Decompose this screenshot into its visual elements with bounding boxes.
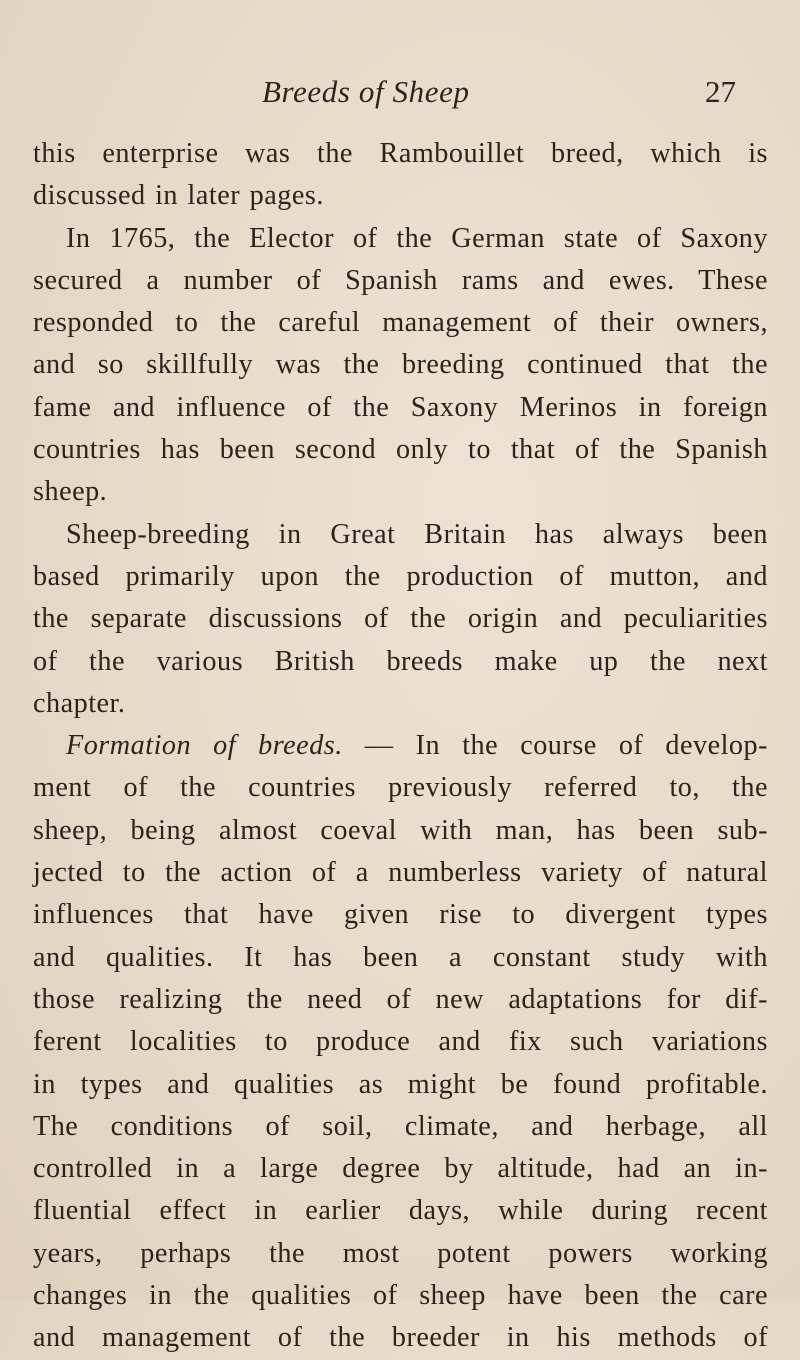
- text-line: influences that have given rise to divergent types: [33, 899, 768, 931]
- section-heading: Formation of breeds.: [66, 730, 343, 762]
- text-line: those realizing the need of new adaptations for dif-: [33, 983, 768, 1015]
- text-line: jected to the action of a numberless variety of natural: [33, 857, 768, 889]
- text-line: discussed in later pages.: [33, 180, 324, 212]
- text-line: sheep, being almost coeval with man, has been sub-: [33, 814, 768, 846]
- section-heading-line: [33, 725, 768, 767]
- text-line: controlled in a large degree by altitude, had an in-: [33, 1153, 768, 1185]
- text-line: In 1765, the Elector of the German state of Saxony: [66, 222, 768, 254]
- text-line: the separate discussions of the origin and peculiarities: [33, 603, 768, 635]
- text-line: responded to the careful management of their owners,: [33, 307, 768, 339]
- text-line: ferent localities to produce and fix such variations: [33, 1026, 768, 1058]
- text-line: years, perhaps the most potent powers working: [33, 1237, 768, 1269]
- running-head: [0, 70, 800, 114]
- text-line: based primarily upon the production of mutton, and: [33, 560, 768, 592]
- text-line: this enterprise was the Rambouillet breed, which is: [33, 138, 768, 169]
- running-title: Breeds of Sheep: [262, 74, 470, 109]
- text-line: in types and qualities as might be found profitable.: [33, 1068, 768, 1100]
- text-line: sheep.: [33, 476, 108, 508]
- text-line: The conditions of soil, climate, and herbage, all: [33, 1110, 768, 1142]
- text-line: and management of the breeder in his methods of: [33, 1322, 768, 1354]
- body-text: [33, 133, 768, 1360]
- section-heading-text: — In the course of develop-: [342, 730, 769, 762]
- text-line: ment of the countries previously referred to, the: [33, 772, 768, 804]
- text-line: fame and influence of the Saxony Merinos in foreign: [33, 391, 768, 423]
- text-line: countries has been second only to that of the Spanish: [33, 434, 768, 466]
- text-line: secured a number of Spanish rams and ewes. These: [33, 264, 768, 296]
- text-line: chapter.: [33, 687, 126, 719]
- text-line: fluential effect in earlier days, while during recent: [33, 1195, 768, 1227]
- text-line: changes in the qualities of sheep have been the care: [33, 1280, 768, 1312]
- text-line: of the various British breeds make up the next: [33, 645, 768, 677]
- text-line: and so skillfully was the breeding continued that the: [33, 349, 768, 381]
- page-number: 27: [705, 74, 736, 109]
- text-line: Sheep-breeding in Great Britain has always been: [66, 518, 768, 550]
- text-line: and qualities. It has been a constant study with: [33, 941, 768, 973]
